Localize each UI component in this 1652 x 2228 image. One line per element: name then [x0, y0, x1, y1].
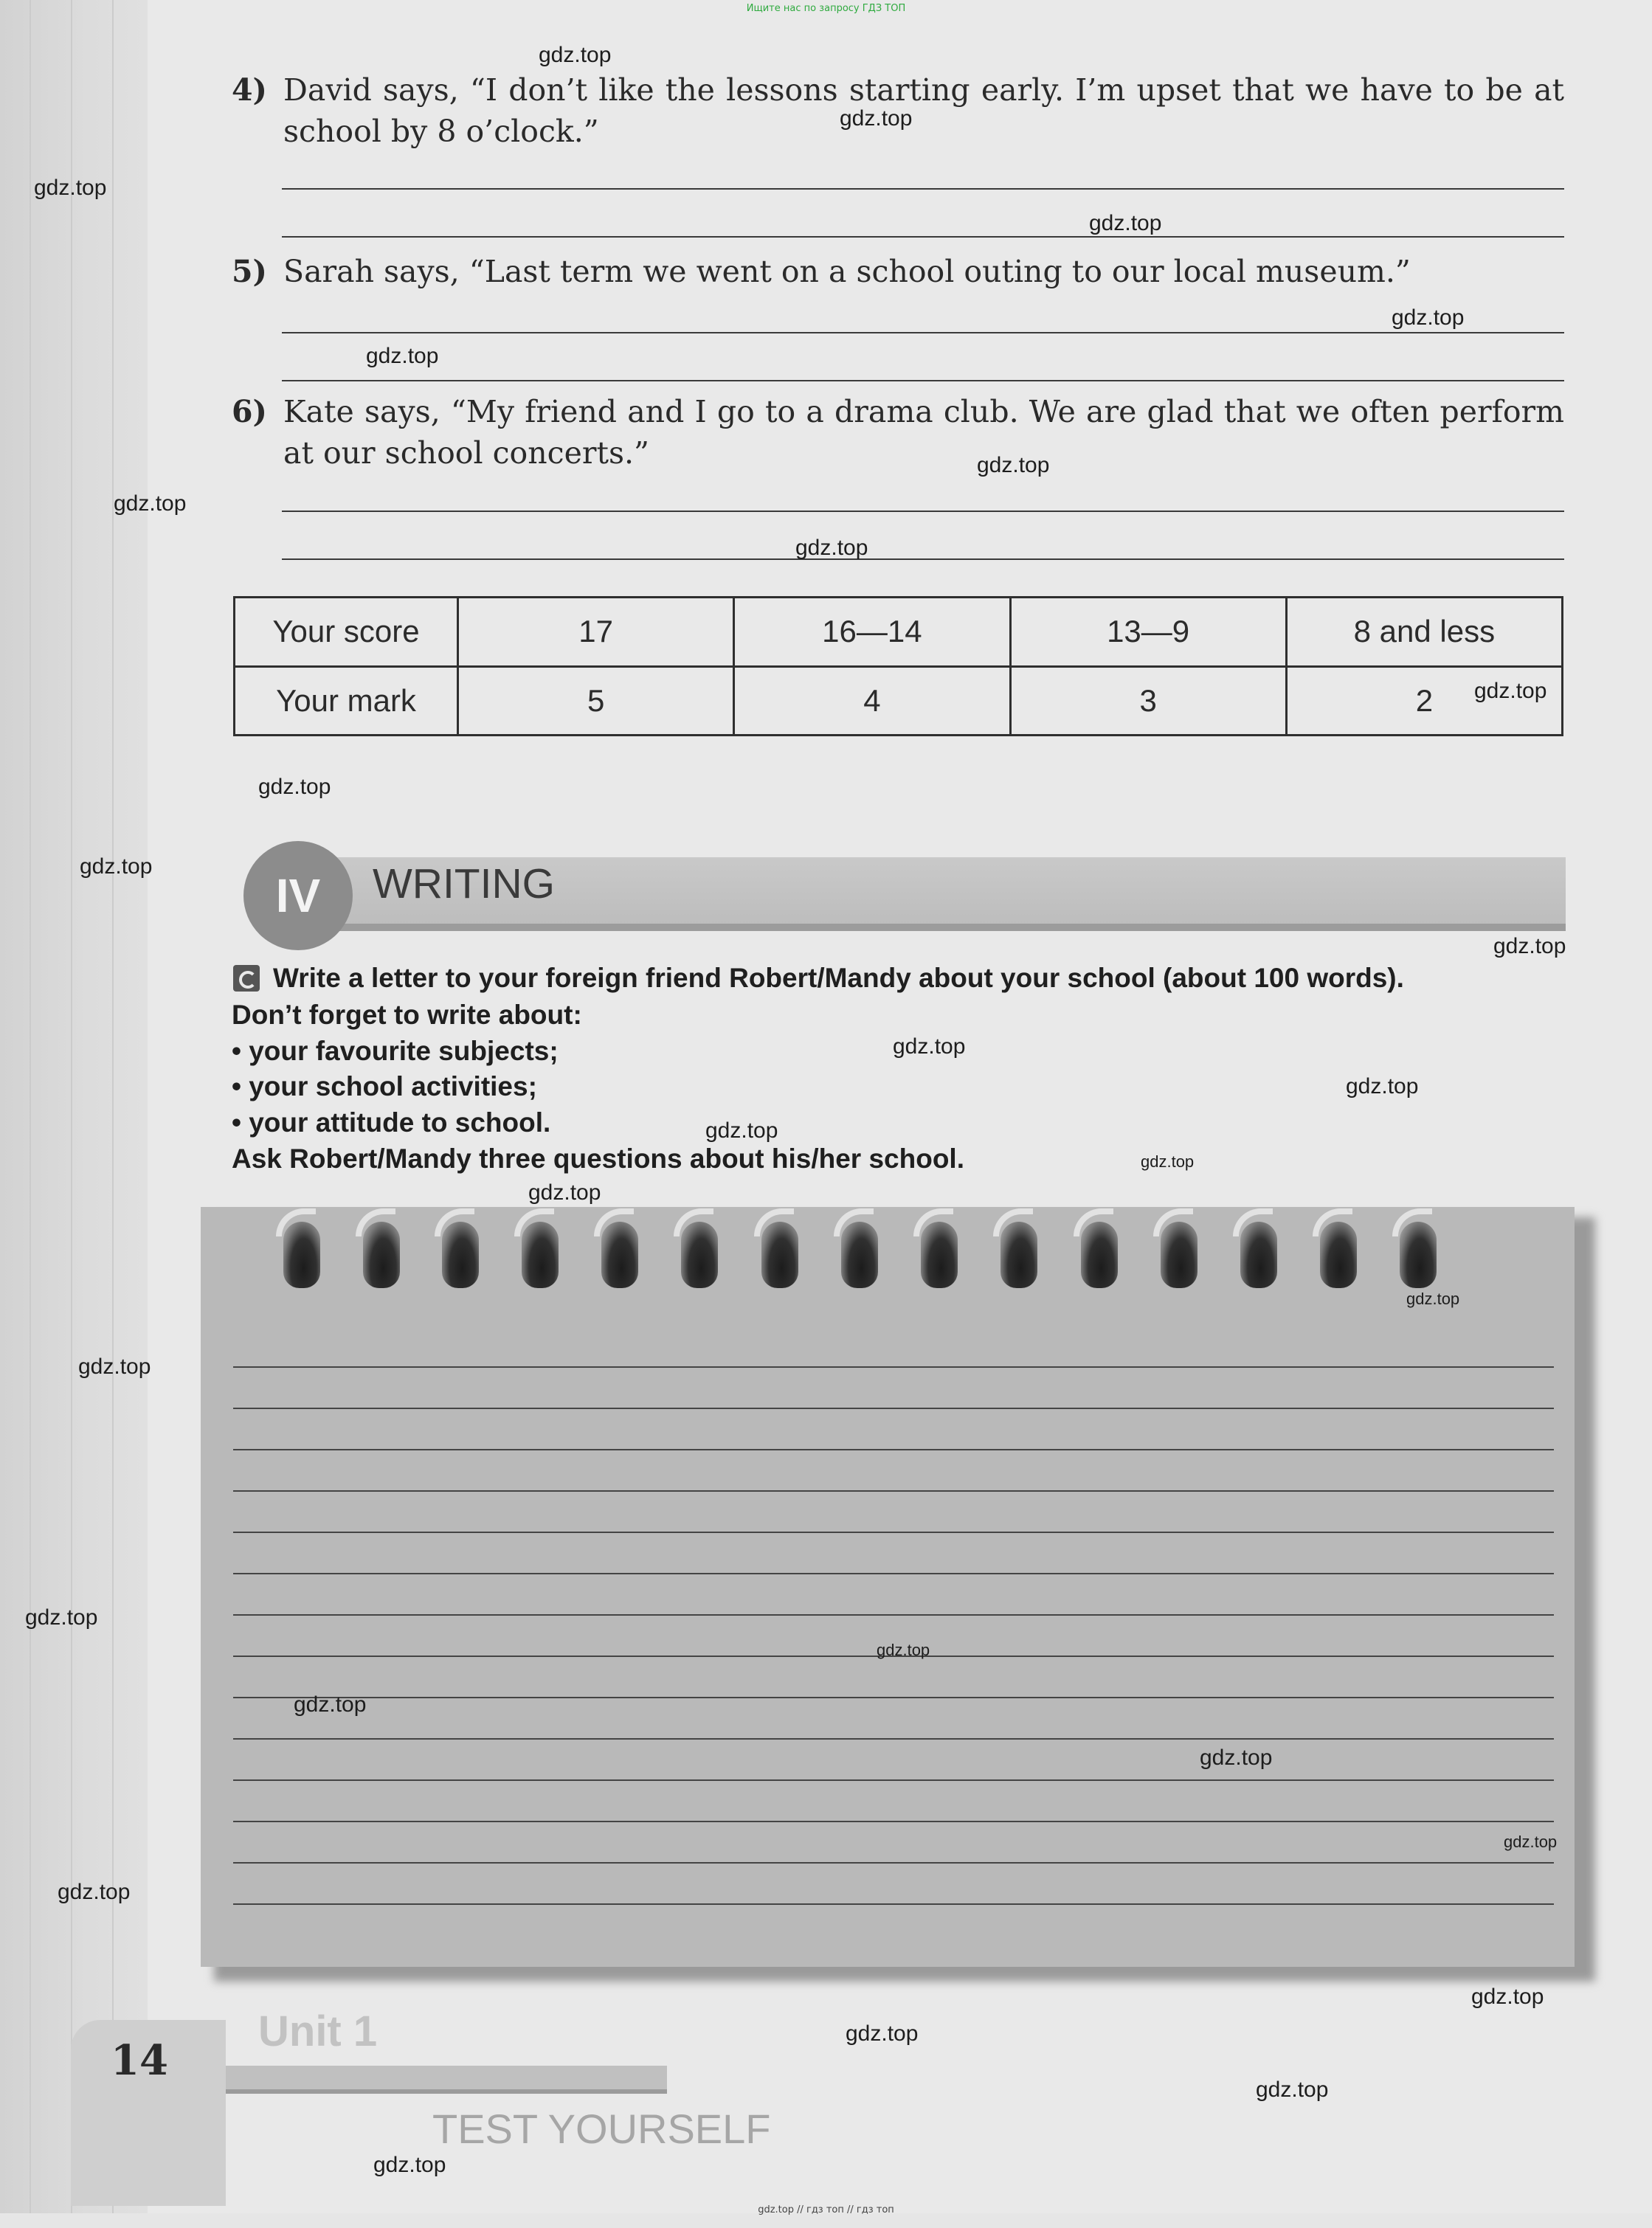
score-cell: 8 and less	[1286, 598, 1562, 667]
writing-line[interactable]	[233, 1903, 1554, 1905]
binding-hole-icon	[1400, 1222, 1437, 1288]
writing-line[interactable]	[233, 1490, 1554, 1492]
watermark: gdz.top	[114, 491, 187, 516]
task-point-text: your attitude to school.	[249, 1107, 551, 1138]
watermark: gdz.top	[893, 1034, 966, 1059]
answer-line[interactable]	[282, 188, 1564, 190]
binding-hole-icon	[921, 1222, 958, 1288]
watermark: gdz.top	[34, 176, 107, 200]
answer-line[interactable]	[282, 380, 1564, 381]
watermark: gdz.top	[25, 1605, 98, 1630]
bottom-note: gdz.top // гдз топ // гдз топ	[758, 2204, 894, 2215]
binding-hole-icon	[1000, 1222, 1037, 1288]
score-cell: 17	[458, 598, 734, 667]
test-yourself-label: TEST YOURSELF	[432, 2106, 771, 2152]
page-number: 14	[111, 2036, 168, 2085]
watermark: gdz.top	[1474, 679, 1547, 703]
task-closing: Ask Robert/Mandy three questions about his/her school.	[232, 1144, 964, 1174]
watermark: gdz.top	[705, 1118, 778, 1143]
binding-hole-icon	[1081, 1222, 1118, 1288]
answer-line[interactable]	[282, 332, 1564, 333]
writing-line[interactable]	[233, 1779, 1554, 1781]
task-point: • your favourite subjects;	[232, 1036, 559, 1066]
binding-hole-icon	[442, 1222, 479, 1288]
task-point-text: your favourite subjects;	[249, 1036, 559, 1066]
watermark: gdz.top	[1406, 1290, 1460, 1308]
binding-hole-icon	[1161, 1222, 1197, 1288]
watermark: gdz.top	[846, 2021, 919, 2046]
binding-hole-icon	[283, 1222, 320, 1288]
score-cell: 16—14	[734, 598, 1010, 667]
mark-cell: 5	[458, 666, 734, 736]
question-text: Sarah says, “Last term we went on a school outing to our local museum.”	[283, 254, 1411, 289]
section-title: WRITING	[373, 860, 555, 907]
notepad-binding	[201, 1207, 1575, 1310]
writing-line[interactable]	[233, 1614, 1554, 1616]
unit-label: Unit 1	[258, 2007, 378, 2055]
watermark: gdz.top	[1200, 1746, 1273, 1770]
binding-hole-icon	[1320, 1222, 1357, 1288]
binding-hole-icon	[841, 1222, 878, 1288]
answer-line[interactable]	[282, 511, 1564, 512]
table-row	[235, 598, 1563, 667]
writing-notepad	[201, 1207, 1575, 1967]
task-point-text: your school activities;	[249, 1071, 537, 1101]
watermark: gdz.top	[877, 1641, 930, 1659]
watermark: gdz.top	[795, 536, 868, 560]
row-header-score: Your score	[235, 598, 458, 667]
watermark: gdz.top	[258, 775, 331, 799]
watermark: gdz.top	[1504, 1833, 1558, 1851]
binding-hole-icon	[1240, 1222, 1277, 1288]
watermark: gdz.top	[1346, 1074, 1419, 1099]
watermark: gdz.top	[78, 1355, 151, 1379]
writing-line[interactable]	[233, 1449, 1554, 1450]
score-cell: 13—9	[1010, 598, 1286, 667]
mark-cell: 2	[1286, 666, 1562, 736]
binding-hole-icon	[761, 1222, 798, 1288]
watermark: gdz.top	[528, 1180, 601, 1205]
row-header-mark: Your mark	[235, 666, 458, 736]
question-5	[232, 251, 1564, 292]
writing-line[interactable]	[233, 1366, 1554, 1368]
writing-line[interactable]	[233, 1862, 1554, 1864]
question-6	[232, 391, 1564, 474]
binding-hole-icon	[363, 1222, 400, 1288]
binding-hole-icon	[601, 1222, 638, 1288]
writing-line[interactable]	[233, 1697, 1554, 1698]
watermark: gdz.top	[1256, 2077, 1329, 2102]
watermark: gdz.top	[1493, 934, 1566, 958]
watermark: gdz.top	[80, 854, 153, 879]
mark-cell: 3	[1010, 666, 1286, 736]
watermark: gdz.top	[1392, 305, 1465, 330]
question-text: David says, “I don’t like the lessons starting early. I’m upset that we have to be at school by 8 o’clock.”	[283, 72, 1564, 149]
task-reminder: Don’t forget to write about:	[232, 1000, 582, 1030]
question-number: 6)	[232, 394, 267, 429]
table-row	[235, 666, 1563, 736]
task-point: • your attitude to school.	[232, 1107, 551, 1138]
writing-line[interactable]	[233, 1573, 1554, 1574]
watermark: gdz.top	[366, 344, 439, 368]
watermark: gdz.top	[294, 1692, 367, 1717]
answer-line[interactable]	[282, 558, 1564, 560]
question-text: Kate says, “My friend and I go to a drama club. We are glad that we often perform at our school concerts.”	[283, 394, 1564, 471]
mark-cell: 4	[734, 666, 1010, 736]
watermark: gdz.top	[58, 1880, 131, 1904]
task-instruction: Write a letter to your foreign friend Robert/Mandy about your school (about 100 words).	[273, 963, 1404, 993]
watermark: gdz.top	[977, 453, 1050, 477]
writing-line[interactable]	[233, 1532, 1554, 1533]
writing-line[interactable]	[233, 1738, 1554, 1740]
answer-line[interactable]	[282, 236, 1564, 238]
writing-line[interactable]	[233, 1408, 1554, 1409]
top-search-note: Ищите нас по запросу ГДЗ ТОП	[746, 3, 906, 14]
score-table	[233, 596, 1563, 736]
watermark: gdz.top	[539, 43, 612, 67]
question-number: 5)	[232, 254, 267, 289]
question-number: 4)	[232, 72, 267, 108]
section-number-badge: IV	[243, 841, 353, 950]
binding-hole-icon	[681, 1222, 718, 1288]
watermark: gdz.top	[1089, 211, 1162, 235]
watermark: gdz.top	[1471, 1985, 1544, 2009]
task-point: • your school activities;	[232, 1071, 537, 1101]
pen-task-icon	[233, 965, 260, 992]
watermark: gdz.top	[373, 2153, 446, 2177]
writing-line[interactable]	[233, 1821, 1554, 1822]
watermark: gdz.top	[840, 106, 913, 131]
watermark: gdz.top	[1141, 1152, 1195, 1171]
binding-hole-icon	[522, 1222, 559, 1288]
footer-bar	[226, 2066, 667, 2094]
